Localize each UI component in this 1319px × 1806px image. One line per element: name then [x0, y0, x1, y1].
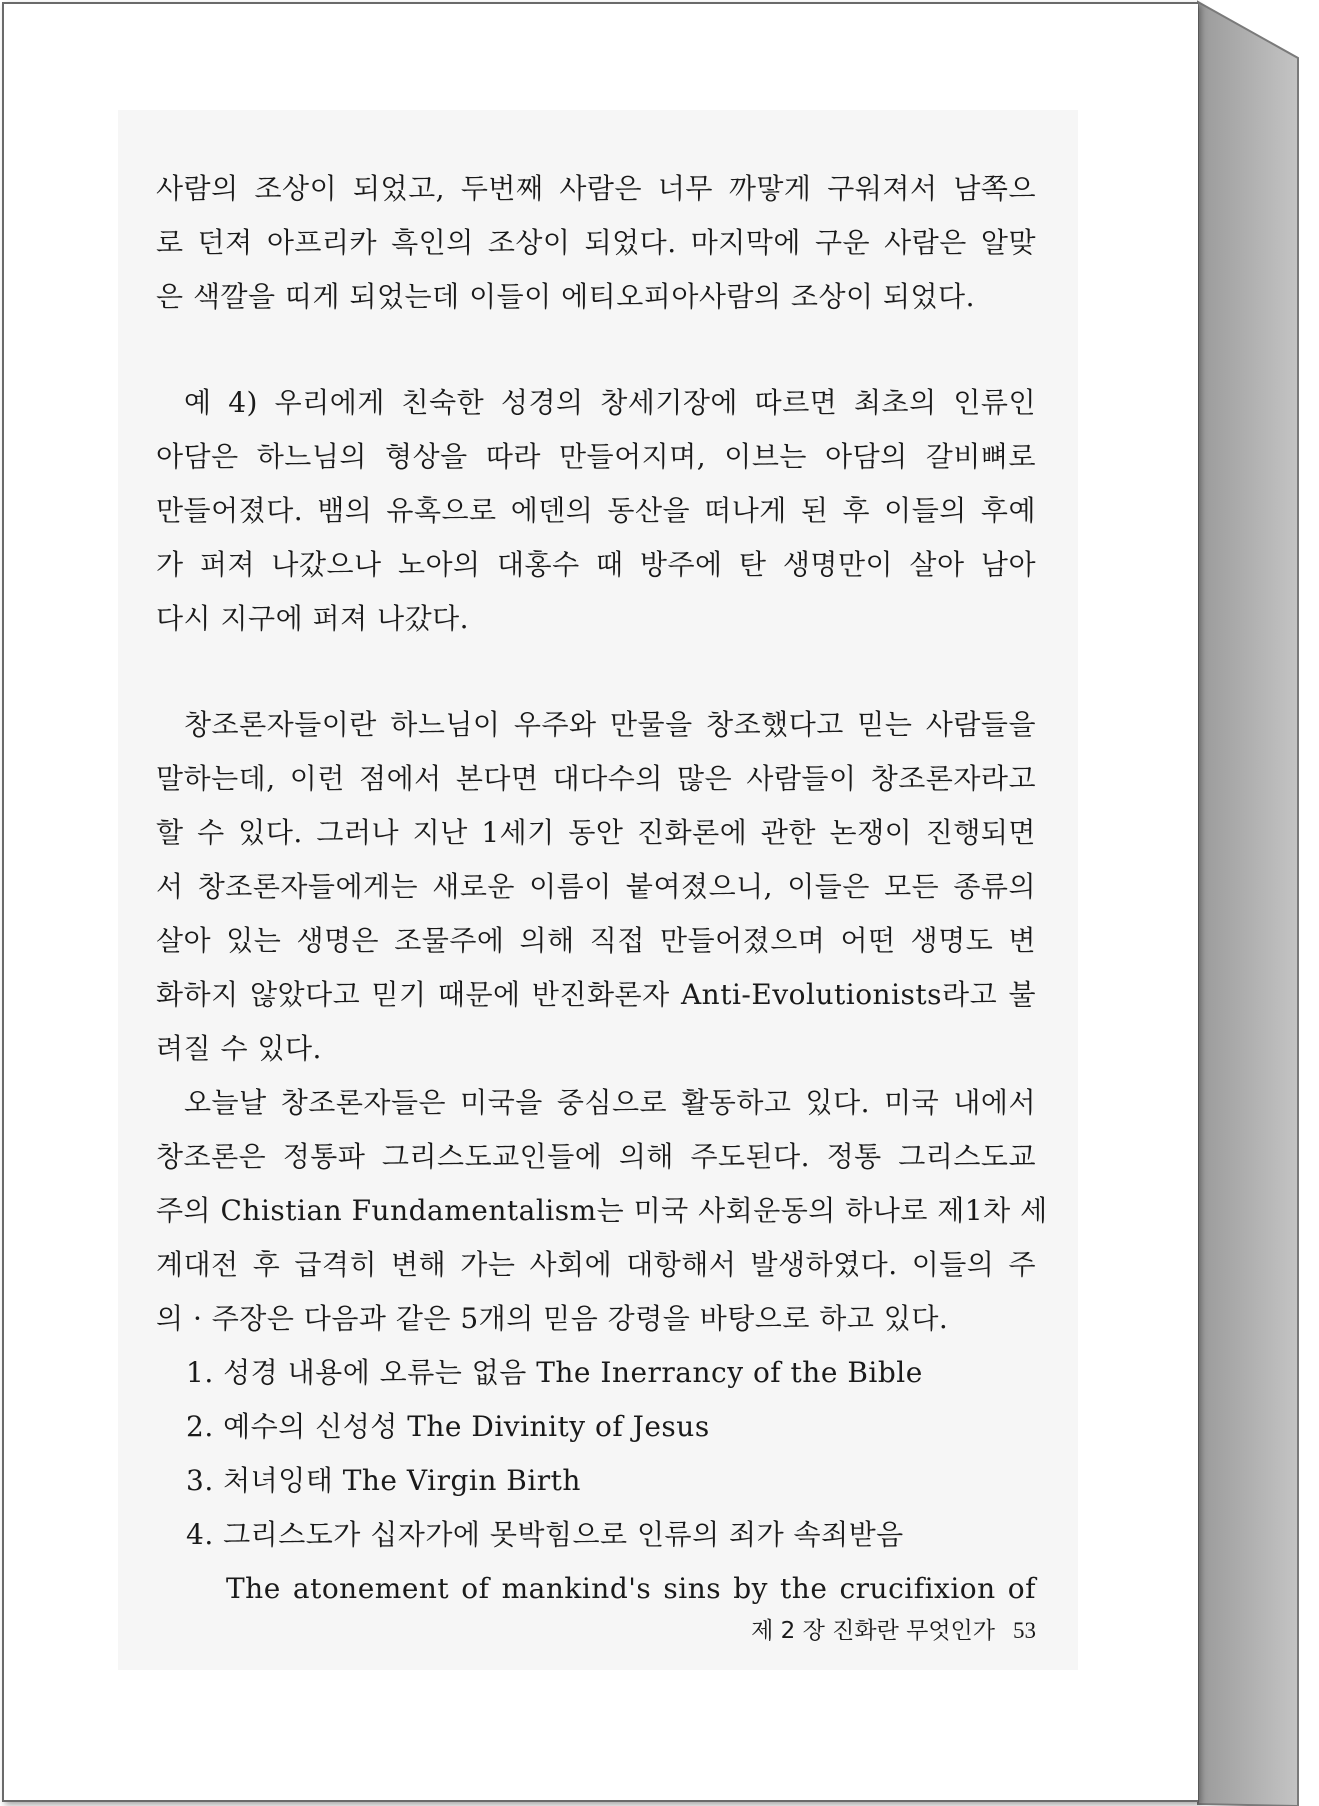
- text-line: 아담은 하느님의 형상을 따라 만들어지며, 이브는 아담의 갈비뼈로: [156, 440, 1036, 473]
- text-line: 화하지 않았다고 믿기 때문에 반진화론자 Anti-Evolutionists라고 불: [156, 978, 1036, 1011]
- text-line: 창조론자들이란 하느님이 우주와 만물을 창조했다고 믿는 사람들을: [184, 708, 1036, 741]
- text-line: 만들어졌다. 뱀의 유혹으로 에덴의 동산을 떠나게 된 후 이들의 후예: [156, 494, 1036, 527]
- text-line: 의 · 주장은 다음과 같은 5개의 믿음 강령을 바탕으로 하고 있다.: [156, 1302, 949, 1335]
- text-line: 말하는데, 이런 점에서 본다면 대다수의 많은 사람들이 창조론자라고: [156, 762, 1036, 795]
- text-line: 창조론은 정통파 그리스도교인들에 의해 주도된다. 정통 그리스도교: [156, 1140, 1036, 1173]
- text-line: 사람의 조상이 되었고, 두번째 사람은 너무 까맣게 구워져서 남쪽으: [156, 172, 1036, 205]
- text-line: 가 퍼져 나갔으나 노아의 대홍수 때 방주에 탄 생명만이 살아 남아: [156, 548, 1036, 581]
- chapter-title: 제 2 장 진화란 무엇인가: [751, 1618, 995, 1644]
- page-footer: [700, 1612, 1036, 1645]
- text-line: 예 4) 우리에게 친숙한 성경의 창세기장에 따르면 최초의 인류인: [184, 386, 1036, 419]
- text-line: 로 던져 아프리카 흑인의 조상이 되었다. 마지막에 구운 사람은 알맞: [156, 226, 1036, 259]
- text-line: 은 색깔을 띠게 되었는데 이들이 에티오피아사람의 조상이 되었다.: [156, 280, 976, 313]
- text-line: 다시 지구에 퍼져 나갔다.: [156, 602, 470, 635]
- page-number: 53: [1013, 1618, 1036, 1643]
- list-item: 3. 처녀잉태 The Virgin Birth: [186, 1464, 581, 1497]
- list-item: 1. 성경 내용에 오류는 없음 The Inerrancy of the Bible: [186, 1356, 923, 1389]
- body-text: [156, 162, 1048, 1616]
- text-line: 서 창조론자들에게는 새로운 이름이 붙여졌으니, 이들은 모든 종류의: [156, 870, 1036, 903]
- text-line: 살아 있는 생명은 조물주에 의해 직접 만들어졌으며 어떤 생명도 변: [156, 924, 1036, 957]
- text-line: 오늘날 창조론자들은 미국을 중심으로 활동하고 있다. 미국 내에서: [184, 1086, 1036, 1119]
- text-line: 할 수 있다. 그러나 지난 1세기 동안 진화론에 관한 논쟁이 진행되면: [156, 816, 1036, 849]
- list-item-continuation: The atonement of mankind's sins by the crucifixion of: [226, 1572, 1036, 1605]
- text-line: 주의 Chistian Fundamentalism는 미국 사회운동의 하나로 제1차 세: [156, 1194, 1048, 1227]
- list-item: 2. 예수의 신성성 The Divinity of Jesus: [186, 1410, 710, 1443]
- text-line: 려질 수 있다.: [156, 1032, 322, 1065]
- list-item: 4. 그리스도가 십자가에 못박힘으로 인류의 죄가 속죄받음: [186, 1518, 904, 1551]
- text-line: 계대전 후 급격히 변해 가는 사회에 대항해서 발생하였다. 이들의 주: [156, 1248, 1036, 1281]
